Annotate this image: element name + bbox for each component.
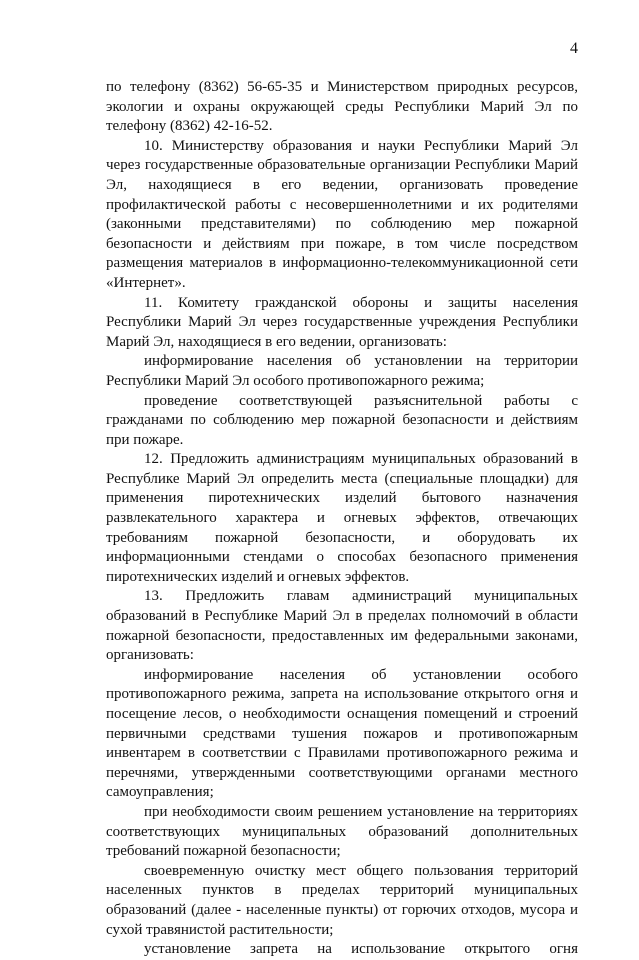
paragraph: своевременную очистку мест общего пользования территорий населенных пунктов в пределах территорий муниципальных образований (далее - населенные пункты) от горючих отходов, мусора и сухой травянистой растительности; bbox=[106, 862, 578, 938]
page-number: 4 bbox=[570, 40, 578, 57]
paragraph: по телефону (8362) 56-65-35 и Министерством природных ресурсов, экологии и охраны окружающей среды Республики Марий Эл по телефону (8362) 42-16-52. bbox=[106, 79, 578, 135]
paragraph: 11. Комитету гражданской обороны и защиты населения Республики Марий Эл через государственные учреждения Республики Марий Эл, находящиеся в его ведении, организовать: bbox=[106, 294, 578, 350]
paragraph: информирование населения об установлении особого противопожарного режима, запрета на использование открытого огня и посещение лесов, о необходимости оснащения помещений и строений первичными средствами тушения пожаров и противопожарным инвентарем в соответствии с Правилами противопожарного режима и перечнями, утвержденными соответствующими органами местного самоуправления; bbox=[106, 666, 578, 801]
paragraph: проведение соответствующей разъяснительной работы с гражданами по соблюдению мер пожарной безопасности и действиям при пожаре. bbox=[106, 392, 578, 448]
paragraph: информирование населения об установлении на территории Республики Марий Эл особого противопожарного режима; bbox=[106, 353, 578, 389]
paragraph: при необходимости своим решением установление на территориях соответствующих муниципальных образований дополнительных требований пожарной безопасности; bbox=[106, 803, 578, 860]
paragraph: установление запрета на использование открытого огня bbox=[144, 941, 578, 958]
paragraph: 10. Министерству образования и науки Республики Марий Эл через государственные образовательные организации Республики Марий Эл, находящиеся в его ведении, организовать проведение профилактической работы с несовершеннолетними и их родителями (законными представителями) по соблюдению мер пожарной безопасности и действиям при пожаре, в том числе посредством размещения материалов в информационно-телекоммуникационной сети «Интернет». bbox=[106, 137, 578, 291]
document-body bbox=[106, 78, 578, 960]
paragraph: 13. Предложить главам администраций муниципальных образований в Республике Марий Эл в пределах полномочий в области пожарной безопасности, предоставленных им федеральными законами, организовать: bbox=[106, 588, 578, 664]
paragraph: 12. Предложить администрациям муниципальных образований в Республике Марий Эл определить места (специальные площадки) для применения пиротехнических изделий бытового назначения развлекательного характера и огневых эффектов, отвечающих требованиям пожарной безопасности, и оборудовать их информационными стендами о способах безопасного применения пиротехнических изделий и огневых эффектов. bbox=[106, 451, 578, 585]
